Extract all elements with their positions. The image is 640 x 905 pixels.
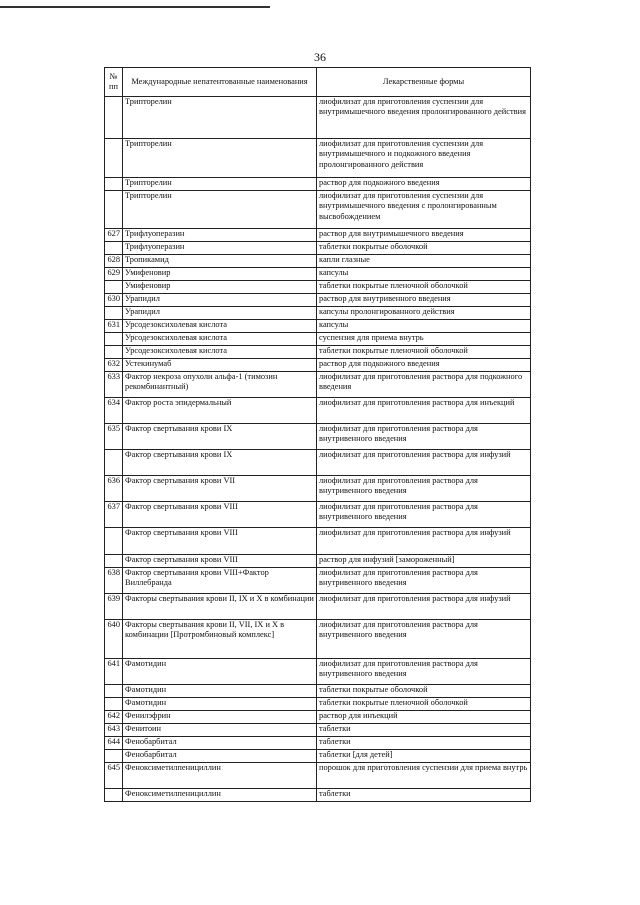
row-name: Факторы свертывания крови II, IX и X в комбинации — [123, 594, 317, 620]
row-form: раствор для подкожного введения — [317, 178, 531, 191]
row-name: Фактор свертывания крови VIII — [123, 528, 317, 555]
medicines-table — [104, 67, 531, 802]
table-row — [105, 528, 531, 555]
row-form: таблетки [для детей] — [317, 750, 531, 763]
row-num: 645 — [105, 763, 123, 789]
table-row — [105, 685, 531, 698]
table-row — [105, 191, 531, 229]
table-row — [105, 97, 531, 139]
row-num: 632 — [105, 359, 123, 372]
row-num — [105, 750, 123, 763]
row-num — [105, 191, 123, 229]
row-name: Феноксиметилпенициллин — [123, 789, 317, 802]
table-row — [105, 255, 531, 268]
table-row — [105, 424, 531, 450]
row-num — [105, 333, 123, 346]
table-row — [105, 750, 531, 763]
row-name: Факторы свертывания крови II, VII, IX и X в комбинации [Протромбиновый комплекс] — [123, 620, 317, 659]
row-name: Фактор свертывания крови VIII+Фактор Виллебранда — [123, 568, 317, 594]
row-num — [105, 528, 123, 555]
row-num — [105, 307, 123, 320]
row-num: 630 — [105, 294, 123, 307]
row-form: лиофилизат для приготовления суспензии для внутримышечного и подкожного введения пролонгированного действия — [317, 139, 531, 178]
row-name: Умифеновир — [123, 268, 317, 281]
row-name: Фактор свертывания крови IX — [123, 450, 317, 476]
row-form: таблетки — [317, 724, 531, 737]
header-num: № пп — [105, 68, 123, 97]
row-num — [105, 685, 123, 698]
row-name: Трипторелин — [123, 178, 317, 191]
row-name: Урсодезоксихолевая кислота — [123, 320, 317, 333]
row-num: 638 — [105, 568, 123, 594]
row-name: Урсодезоксихолевая кислота — [123, 333, 317, 346]
row-form: лиофилизат для приготовления раствора для инъекций — [317, 398, 531, 424]
row-form: раствор для инфузий [замороженный] — [317, 555, 531, 568]
row-name: Умифеновир — [123, 281, 317, 294]
row-name: Трипторелин — [123, 191, 317, 229]
row-name: Урсодезоксихолевая кислота — [123, 346, 317, 359]
row-form: лиофилизат для приготовления раствора для внутривенного введения — [317, 568, 531, 594]
row-form: лиофилизат для приготовления раствора для внутривенного введения — [317, 502, 531, 528]
page-number: 36 — [314, 50, 326, 64]
row-name: Урапидил — [123, 294, 317, 307]
row-num — [105, 450, 123, 476]
row-form: капсулы — [317, 268, 531, 281]
table-row — [105, 450, 531, 476]
row-form: таблетки покрытые оболочкой — [317, 685, 531, 698]
row-name: Фенитоин — [123, 724, 317, 737]
row-name: Устекинумаб — [123, 359, 317, 372]
row-name: Урапидил — [123, 307, 317, 320]
row-num: 635 — [105, 424, 123, 450]
table-row — [105, 594, 531, 620]
row-form: капсулы — [317, 320, 531, 333]
row-name: Фактор свертывания крови VIII — [123, 502, 317, 528]
row-name: Фактор роста эпидермальный — [123, 398, 317, 424]
table-row — [105, 307, 531, 320]
row-form: таблетки покрытые пленочной оболочкой — [317, 346, 531, 359]
header-name: Международные непатентованные наименования — [123, 68, 317, 97]
table-row — [105, 789, 531, 802]
table-row — [105, 620, 531, 659]
row-form: лиофилизат для приготовления суспензии для внутримышечного введения с пролонгированным высвобождением — [317, 191, 531, 229]
row-num: 631 — [105, 320, 123, 333]
row-num: 640 — [105, 620, 123, 659]
row-name: Трифлуоперазин — [123, 229, 317, 242]
row-form: капсулы пролонгированного действия — [317, 307, 531, 320]
row-num — [105, 698, 123, 711]
row-name: Фенобарбитал — [123, 750, 317, 763]
table-row — [105, 178, 531, 191]
table-row — [105, 139, 531, 178]
table-row — [105, 555, 531, 568]
row-num: 634 — [105, 398, 123, 424]
table-row — [105, 372, 531, 398]
table-row — [105, 737, 531, 750]
row-num: 628 — [105, 255, 123, 268]
table-row — [105, 724, 531, 737]
table-row — [105, 320, 531, 333]
row-num: 641 — [105, 659, 123, 685]
row-num — [105, 139, 123, 178]
row-form: порошок для приготовления суспензии для приема внутрь — [317, 763, 531, 789]
table-row — [105, 763, 531, 789]
row-num — [105, 789, 123, 802]
row-form: раствор для подкожного введения — [317, 359, 531, 372]
row-num: 629 — [105, 268, 123, 281]
row-form: лиофилизат для приготовления раствора для инфузий — [317, 450, 531, 476]
row-num: 644 — [105, 737, 123, 750]
row-form: лиофилизат для приготовления суспензии для внутримышечного введения пролонгированного действия — [317, 97, 531, 139]
row-name: Фенобарбитал — [123, 737, 317, 750]
row-name: Тропикамид — [123, 255, 317, 268]
table-row — [105, 398, 531, 424]
row-num — [105, 178, 123, 191]
row-form: таблетки покрытые пленочной оболочкой — [317, 698, 531, 711]
table-row — [105, 659, 531, 685]
table-row — [105, 568, 531, 594]
row-form: таблетки — [317, 789, 531, 802]
table-header-row — [105, 68, 531, 97]
row-form: раствор для внутримышечного введения — [317, 229, 531, 242]
table-row — [105, 242, 531, 255]
table-row — [105, 346, 531, 359]
row-num — [105, 242, 123, 255]
table-row — [105, 359, 531, 372]
row-name: Фенилэфрин — [123, 711, 317, 724]
row-num: 637 — [105, 502, 123, 528]
row-name: Фактор свертывания крови VII — [123, 476, 317, 502]
row-name: Фамотидин — [123, 698, 317, 711]
row-num — [105, 555, 123, 568]
row-form: капли глазные — [317, 255, 531, 268]
top-rule — [0, 6, 270, 8]
row-num: 639 — [105, 594, 123, 620]
row-num — [105, 346, 123, 359]
row-form: суспензия для приема внутрь — [317, 333, 531, 346]
table-row — [105, 711, 531, 724]
row-form: таблетки — [317, 737, 531, 750]
row-num: 633 — [105, 372, 123, 398]
table-row — [105, 502, 531, 528]
row-name: Фамотидин — [123, 659, 317, 685]
row-num: 627 — [105, 229, 123, 242]
row-form: лиофилизат для приготовления раствора для инфузий — [317, 528, 531, 555]
header-form: Лекарственные формы — [317, 68, 531, 97]
table-row — [105, 281, 531, 294]
row-form: лиофилизат для приготовления раствора для подкожного введения — [317, 372, 531, 398]
row-num: 636 — [105, 476, 123, 502]
row-name: Трифлуоперазин — [123, 242, 317, 255]
row-name: Феноксиметилпенициллин — [123, 763, 317, 789]
table-row — [105, 333, 531, 346]
table-row — [105, 268, 531, 281]
row-name: Фактор свертывания крови VIII — [123, 555, 317, 568]
row-form: раствор для внутривенного введения — [317, 294, 531, 307]
row-name: Фактор некроза опухоли альфа-1 (тимозин рекомбинантный) — [123, 372, 317, 398]
table-row — [105, 229, 531, 242]
row-form: раствор для инъекций — [317, 711, 531, 724]
row-form: лиофилизат для приготовления раствора для внутривенного введения — [317, 620, 531, 659]
row-name: Трипторелин — [123, 97, 317, 139]
table-row — [105, 294, 531, 307]
row-name: Фамотидин — [123, 685, 317, 698]
row-name: Трипторелин — [123, 139, 317, 178]
row-num — [105, 281, 123, 294]
table-row — [105, 476, 531, 502]
row-form: лиофилизат для приготовления раствора для внутривенного введения — [317, 424, 531, 450]
row-form: таблетки покрытые оболочкой — [317, 242, 531, 255]
row-num: 643 — [105, 724, 123, 737]
row-num — [105, 97, 123, 139]
row-form: лиофилизат для приготовления раствора для внутривенного введения — [317, 476, 531, 502]
row-name: Фактор свертывания крови IX — [123, 424, 317, 450]
table-row — [105, 698, 531, 711]
row-form: лиофилизат для приготовления раствора для внутривенного введения — [317, 659, 531, 685]
row-num: 642 — [105, 711, 123, 724]
row-form: лиофилизат для приготовления раствора для инфузий — [317, 594, 531, 620]
row-form: таблетки покрытые пленочной оболочкой — [317, 281, 531, 294]
